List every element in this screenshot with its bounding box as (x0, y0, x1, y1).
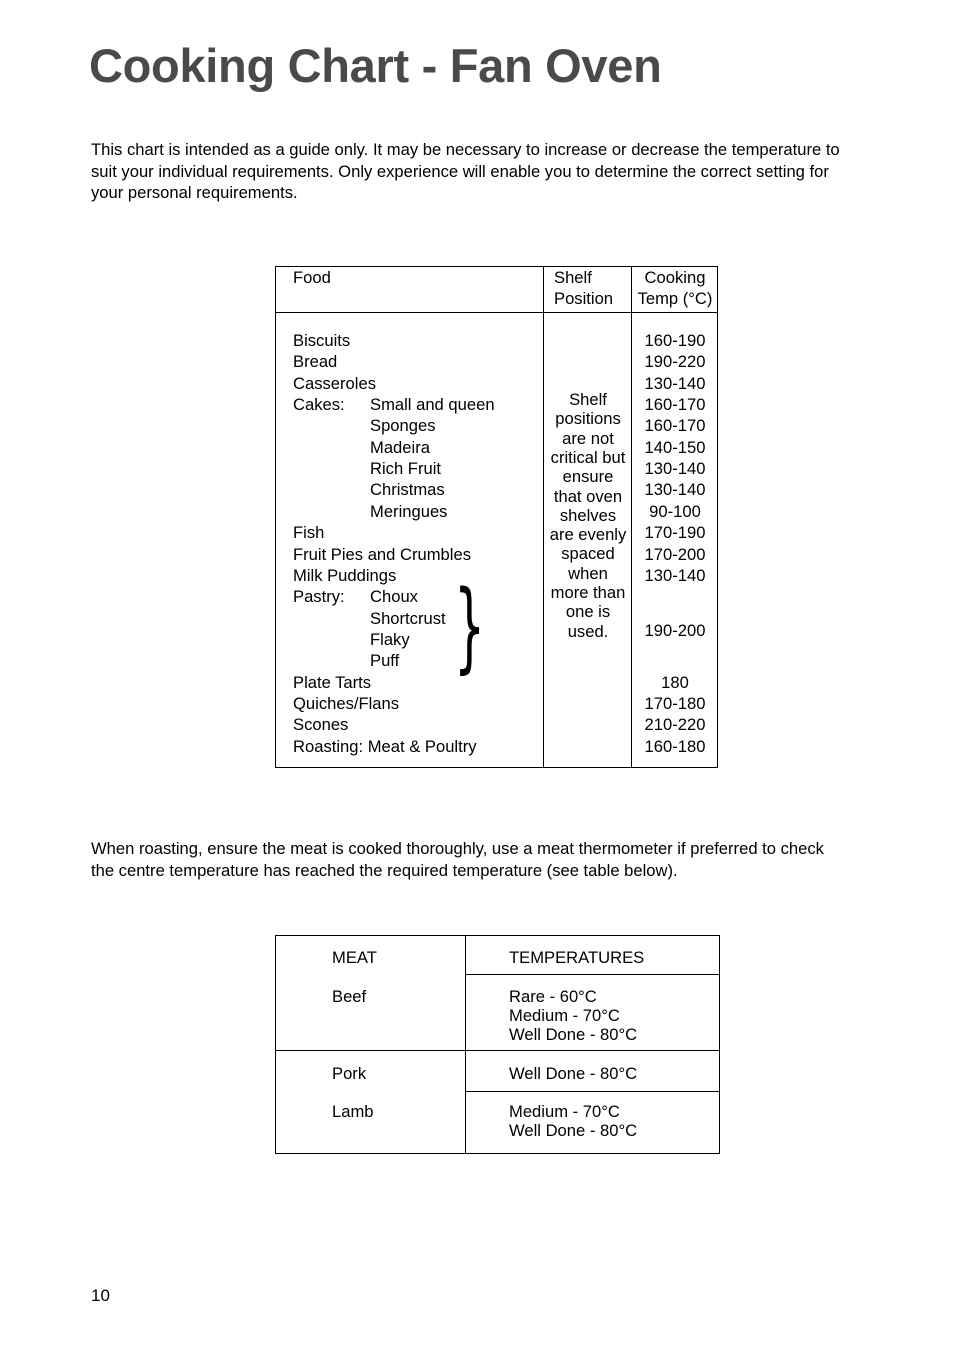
shelf-note-line: shelves (559, 505, 617, 525)
food-subitem: Choux (370, 587, 418, 607)
shelf-note-line: one is (565, 602, 611, 622)
header-temp: Temp (°C) (637, 289, 713, 308)
cooking-temp: 130-140 (644, 459, 706, 479)
row-divider (465, 1091, 719, 1092)
cooking-temp: 160-170 (644, 395, 706, 415)
food-subitem: Shortcrust (370, 608, 446, 628)
page-title: Cooking Chart - Fan Oven (89, 39, 662, 92)
intro-line: suit your individual requirements. Only experience will enable you to determine the correct setting for (91, 161, 829, 181)
food-name: Pastry: (293, 587, 345, 607)
shelf-note-line: that oven (553, 486, 623, 506)
food-subitem: Puff (370, 651, 400, 671)
food-subitem: Meringues (370, 501, 448, 521)
header-divider (276, 312, 717, 313)
food-name: Scones (293, 715, 349, 735)
cooking-temp: 190-220 (644, 352, 706, 372)
meat-temperature-table (275, 935, 720, 1154)
food-subitem: Christmas (370, 480, 445, 500)
lamb-temp: Medium - 70°C (509, 1102, 620, 1121)
meat-lamb: Lamb (332, 1102, 374, 1121)
header-temperatures: TEMPERATURES (509, 948, 645, 967)
cooking-temp: 160-170 (644, 416, 706, 436)
cooking-temp: 170-190 (644, 523, 706, 543)
shelf-note-line: positions (555, 409, 621, 429)
shelf-note-line: critical but (550, 447, 626, 467)
beef-temp: Well Done - 80°C (509, 1025, 638, 1044)
food-subitem: Small and queen (370, 395, 495, 415)
beef-temp: Medium - 70°C (509, 1006, 620, 1025)
cooking-temp: 90-100 (649, 501, 701, 521)
shelf-note-line: are evenly (549, 525, 627, 545)
cooking-temp: 130-140 (644, 373, 706, 393)
shelf-note-line: used. (567, 621, 609, 641)
cooking-temp: 130-140 (644, 565, 706, 585)
shelf-note-line: ensure (562, 467, 614, 487)
food-name: Bread (293, 352, 338, 372)
meat-pork: Pork (332, 1064, 367, 1083)
roasting-line: the centre temperature has reached the required temperature (see table below). (91, 860, 678, 880)
cooking-temp: 180 (661, 672, 689, 692)
lamb-temp: Well Done - 80°C (509, 1121, 638, 1140)
shelf-note-line: when (568, 563, 608, 583)
roasting-line: When roasting, ensure the meat is cooked thoroughly, use a meat thermometer if preferred to check (91, 839, 824, 858)
intro-line: your personal requirements. (91, 183, 298, 202)
header-shelf: Shelf (554, 268, 592, 287)
header-food: Food (293, 268, 331, 287)
food-name: Plate Tarts (293, 672, 372, 692)
intro-paragraph (91, 139, 891, 204)
roasting-paragraph (91, 838, 891, 881)
cooking-temp: 210-220 (644, 715, 706, 735)
food-name: Fruit Pies and Crumbles (293, 544, 471, 564)
food-name: Casseroles (293, 373, 377, 393)
header-meat: MEAT (332, 948, 377, 967)
beef-temp: Rare - 60°C (509, 987, 597, 1006)
row-divider (276, 1050, 719, 1051)
food-name: Fish (293, 523, 325, 543)
food-name: Biscuits (293, 331, 351, 350)
pastry-brace: } (454, 570, 486, 684)
pastry-temp: 190-200 (644, 621, 706, 640)
shelf-note-line: spaced (561, 544, 615, 564)
header-divider (465, 974, 719, 975)
pork-temp: Well Done - 80°C (509, 1064, 638, 1083)
food-subitem: Rich Fruit (370, 459, 441, 479)
shelf-note-line: more than (550, 583, 626, 602)
header-position: Position (554, 289, 614, 308)
intro-line: This chart is intended as a guide only. It may be necessary to increase or decrease the temperature to (91, 140, 840, 159)
shelf-note-line: Shelf (569, 390, 607, 409)
cooking-temp: 130-140 (644, 480, 706, 500)
cooking-temp: 140-150 (644, 437, 706, 457)
food-subitem: Flaky (370, 629, 410, 649)
column-divider (465, 936, 466, 1153)
food-name: Roasting: Meat & Poultry (293, 736, 477, 756)
food-subitem: Madeira (370, 437, 430, 457)
meat-beef: Beef (332, 987, 367, 1006)
food-subitem: Sponges (370, 416, 436, 436)
food-name: Cakes: (293, 395, 345, 415)
cooking-temp: 160-190 (644, 331, 706, 350)
cooking-temp: 160-180 (644, 736, 706, 756)
food-name: Quiches/Flans (293, 693, 400, 713)
page-number: 10 (91, 1286, 110, 1305)
header-cooking: Cooking (644, 268, 706, 287)
cooking-temp: 170-180 (644, 693, 706, 713)
cooking-chart-table (275, 266, 718, 768)
cooking-temp: 170-200 (644, 544, 706, 564)
shelf-note-line: are not (562, 428, 614, 448)
food-name: Milk Puddings (293, 565, 397, 585)
